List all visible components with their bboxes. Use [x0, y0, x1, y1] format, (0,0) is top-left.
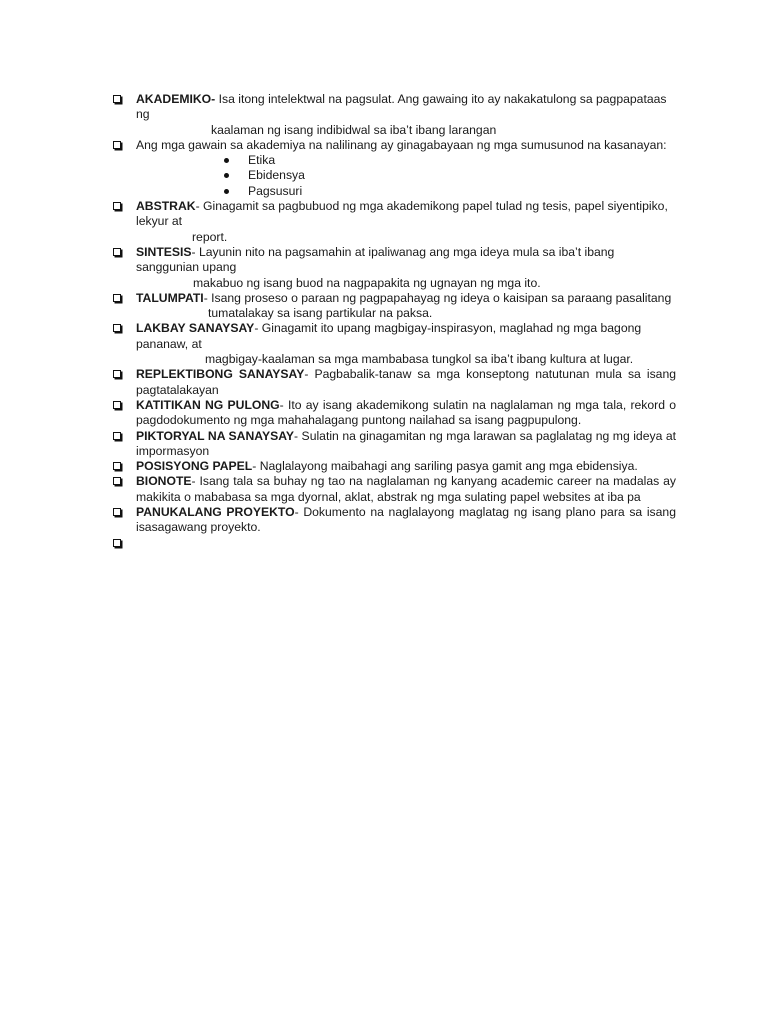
checkbox-icon	[113, 370, 121, 378]
definition-text: - Naglalayong maibahagi ang sariling pasya gamit ang mga ebidensiya.	[252, 459, 638, 474]
checkbox-icon	[113, 462, 121, 470]
bullet-icon	[224, 173, 229, 178]
bullet-item	[136, 153, 676, 168]
term-label: TALUMPATI	[136, 290, 204, 305]
term-label: ABSTRAK	[136, 199, 196, 214]
definition-text: Isa itong intelektwal na pagsulat. Ang gawaing ito ay nakakatulong sa pagpapataas ng	[136, 92, 667, 122]
definition-continuation: report.	[192, 229, 228, 244]
term-label: KATITIKAN NG PULONG	[136, 397, 280, 412]
checkbox-icon	[113, 508, 121, 516]
list-item-panukalang-proyekto	[113, 505, 676, 536]
checkbox-icon	[113, 324, 121, 332]
definition-text: - Isang proseso o paraan ng pagpapahayag ng ideya o kaisipan sa paraang pasalitang	[203, 290, 672, 305]
definition-text: - Isang tala sa buhay ng tao na naglalaman ng kanyang academic career na madalas ay makikita o mababasa sa mga dyornal, aklat, abstrak ng mga sulating papel websites at iba pa	[136, 474, 676, 504]
bullet-icon	[224, 189, 229, 194]
definition-text: - Ito ay isang akademikong sulatin na naglalaman ng mga tala, rekord o pagdodokumento ng mga mahahalagang puntong nailahad sa isang pagpupulong.	[136, 397, 677, 428]
checkbox-icon	[113, 401, 121, 409]
bullet-text: Pagsusuri	[248, 183, 303, 198]
term-label: POSISYONG PAPEL	[136, 459, 253, 474]
list-item-posisyong-papel	[113, 459, 676, 474]
bullet-text: Ebidensya	[248, 168, 305, 183]
bullet-item	[136, 168, 676, 183]
term-label: LAKBAY SANAYSAY	[136, 321, 255, 336]
term-label: REPLEKTIBONG SANAYSAY	[136, 367, 305, 382]
list-item-sintesis	[113, 245, 676, 291]
definition-continuation: tumatalakay sa isang partikular na paksa.	[208, 306, 433, 321]
list-item-piktoryal-na-sanaysay	[113, 429, 676, 460]
bullet-text: Etika	[248, 153, 276, 168]
definition-continuation: kaalaman ng isang indibidwal sa iba’t ibang larangan	[211, 122, 497, 137]
list-item-akademiko	[113, 92, 676, 138]
term-label: PANUKALANG PROYEKTO	[136, 505, 295, 520]
definition-text: - Sulatin na ginagamitan ng mga larawan sa paglalatag ng mg ideya at impormasyon	[136, 428, 676, 458]
term-label: PIKTORYAL NA SANAYSAY	[136, 428, 295, 443]
bullet-icon	[224, 158, 229, 163]
term-label: SINTESIS	[136, 244, 192, 259]
definition-text: - Dokumento na naglalayong maglatag ng isang plano para sa isang isasagawang proyekto.	[136, 505, 676, 535]
checkbox-icon	[113, 95, 121, 103]
checkbox-icon	[113, 477, 121, 485]
term-label: AKADEMIKO-	[136, 92, 216, 106]
bullet-list	[136, 153, 676, 199]
checkbox-icon	[113, 202, 121, 210]
item-text: Ang mga gawain sa akademiya na nalilinang ay ginagabayaan ng mga sumusunod na kasanayan:	[136, 137, 667, 152]
list-item-empty	[113, 536, 676, 551]
list-item-bionote	[113, 474, 676, 505]
checkbox-icon	[113, 141, 121, 149]
list-item-katitikan-ng-pulong	[113, 398, 676, 429]
list-item-gawain	[113, 138, 676, 199]
list-item-talumpati	[113, 291, 676, 322]
list-item-lakbay-sanaysay	[113, 321, 676, 367]
checkbox-icon	[113, 248, 121, 256]
list-item-replektibong-sanaysay	[113, 367, 676, 398]
definition-continuation: magbigay-kaalaman sa mga mambabasa tungkol sa iba’t ibang kultura at lugar.	[205, 352, 634, 367]
definition-continuation: makabuo ng isang buod na nagpapakita ng ugnayan ng mga ito.	[193, 275, 541, 290]
term-list	[113, 92, 676, 551]
term-label: BIONOTE	[136, 474, 192, 489]
checkbox-icon	[113, 432, 121, 440]
definition-text: - Pagbabalik-tanaw sa mga konseptong natutunan mula sa isang pagtatalakayan	[136, 367, 676, 397]
checkbox-icon	[113, 539, 121, 547]
checkbox-icon	[113, 294, 121, 302]
definition-text: - Layunin nito na pagsamahin at ipaliwanag ang mga ideya mula sa iba’t ibang sanggunian upang	[136, 244, 615, 275]
list-item-abstrak	[113, 199, 676, 245]
bullet-item	[136, 184, 676, 199]
definition-text: - Ginagamit sa pagbubuod ng mga akademikong papel tulad ng tesis, papel siyentipiko, lekyur at	[136, 199, 668, 229]
definition-text: - Ginagamit ito upang magbigay-inspirasyon, maglahad ng mga bagong pananaw, at	[136, 321, 642, 351]
